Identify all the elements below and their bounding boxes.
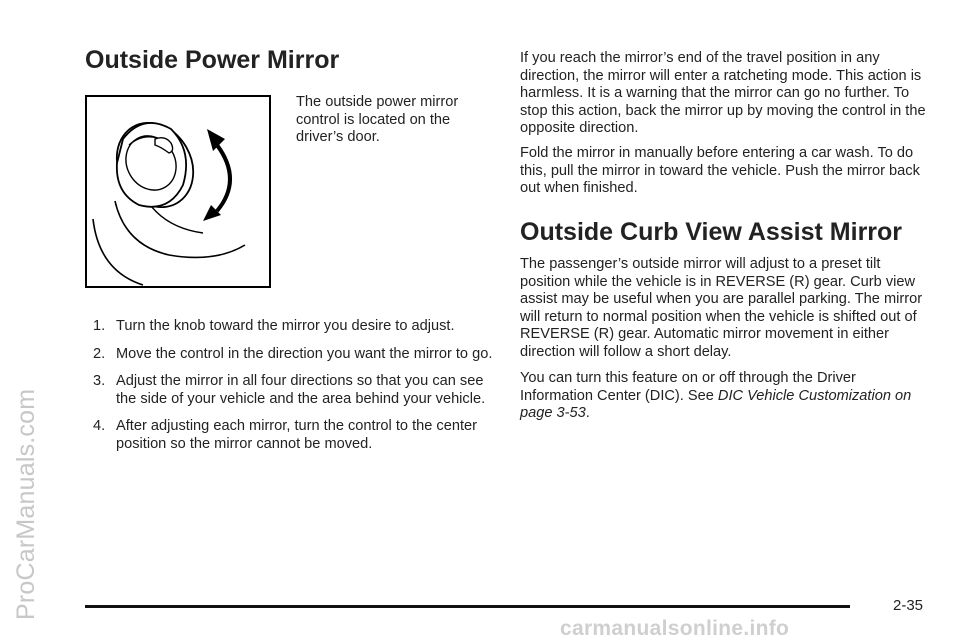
- site-watermark: ProCarManuals.com: [12, 388, 40, 620]
- list-item: 2. Move the control in the direction you want the mirror to go.: [93, 345, 493, 362]
- page-number: 2-35: [893, 597, 924, 614]
- curb-view-paragraph: The passenger’s outside mirror will adjust to a preset tilt position while the vehicle is in REVERSE (R) gear. Curb view assist may be useful when you are parallel parking. The mirror will return to normal position when the vehicle is shifted out of REVERSE (R) gear. Automatic mirror movement in either direction will follow a short delay.: [520, 256, 923, 360]
- car-wash-paragraph: Fold the mirror in manually before entering a car wash. To do this, pull the mirror in toward the vehicle. Push the mirror back out when finished.: [520, 145, 920, 196]
- section-heading-curb-view: Outside Curb View Assist Mirror: [520, 218, 903, 246]
- section-heading-power-mirror: Outside Power Mirror: [85, 46, 340, 74]
- footer-watermark: carmanualsonline.info: [560, 617, 790, 640]
- ratchet-paragraph: If you reach the mirror’s end of the travel position in any direction, the mirror will enter a ratcheting mode. This action is harmless. It is a warning that the mirror can go no further. To stop this action, back the mirror up by moving the control in the opposite direction.: [520, 50, 926, 136]
- footer-rule: [85, 605, 850, 608]
- intro-paragraph: The outside power mirror control is located on the driver’s door.: [296, 94, 459, 145]
- list-item: 3. Adjust the mirror in all four directions so that you can see the side of your vehicle and the area behind your vehicle.: [93, 373, 486, 407]
- dic-paragraph: You can turn this feature on or off through the Driver Information Center (DIC). See DIC Vehicle Customization on page 3-53.: [520, 370, 912, 421]
- mirror-control-illustration: [85, 95, 271, 288]
- list-item: 4. After adjusting each mirror, turn the control to the center position so the mirror cannot be moved.: [93, 418, 477, 452]
- dic-cross-reference-link[interactable]: DIC Vehicle Customization on page 3-53: [520, 387, 912, 421]
- steps-list: [85, 318, 493, 463]
- list-item: 1. Turn the knob toward the mirror you desire to adjust.: [93, 318, 455, 334]
